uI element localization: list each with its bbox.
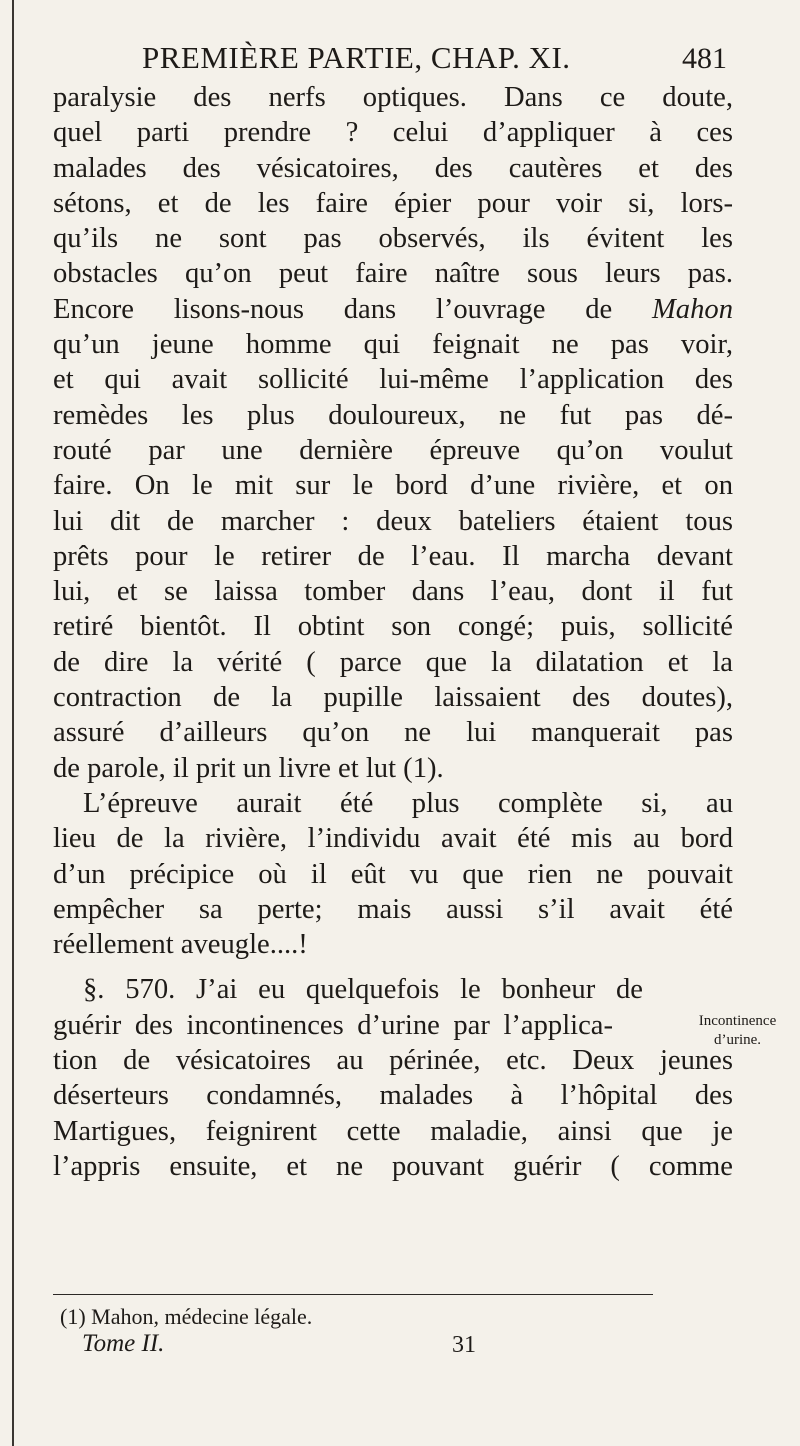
text-line: d’un précipice où il eût vu que rien ne pouvait xyxy=(53,858,733,890)
footnote xyxy=(60,1303,700,1360)
text-line: retiré bientôt. Il obtint son congé; puis, sollicité xyxy=(53,611,733,643)
running-title: PREMIÈRE PARTIE, CHAP. XI. xyxy=(142,40,571,75)
text-line: sétons, et de les faire épier pour voir si, lors- xyxy=(53,187,733,219)
text-line xyxy=(53,292,733,327)
text-line: lieu de la rivière, l’individu avait été mis au bord xyxy=(53,823,733,855)
text-line: qu’un jeune homme qui feignait ne pas voir, xyxy=(53,329,733,361)
footnote-text: (1) Mahon, médecine légale. xyxy=(60,1304,313,1329)
text-line: empêcher sa perte; mais aussi s’il avait été xyxy=(53,893,733,925)
running-head xyxy=(70,40,770,80)
text-line: guérir des incontinences d’urine par l’applica- xyxy=(53,1009,613,1041)
margin-note-line: d’urine. xyxy=(713,1032,762,1048)
text-line: paralysie des nerfs optiques. Dans ce doute, xyxy=(53,82,733,113)
text-line: L’épreuve aurait été plus complète si, au xyxy=(83,787,733,819)
text-line: déserteurs condamnés, malades à l’hôpital des xyxy=(53,1080,733,1112)
text-line: malades des vésicatoires, des cautères et des xyxy=(53,152,733,184)
page-number: 481 xyxy=(682,42,727,75)
author-name: Mahon xyxy=(651,293,733,325)
signature-mark: 31 xyxy=(452,1332,476,1358)
text-line: tion de vésicatoires au périnée, etc. Deux jeunes xyxy=(53,1045,733,1077)
binding-edge xyxy=(12,0,14,1446)
text-line-start: Encore lisons-nous dans l’ouvrage de xyxy=(53,293,652,325)
text-line: faire. On le mit sur le bord d’une rivière, et on xyxy=(53,470,733,502)
text-line: lui, et se laissa tomber dans l’eau, dont il fut xyxy=(53,576,733,608)
margin-note xyxy=(680,1012,795,1050)
text-line: obstacles qu’on peut faire naître sous leurs pas. xyxy=(53,258,733,290)
text-line: et qui avait sollicité lui-même l’application des xyxy=(53,364,733,396)
text-line: lui dit de marcher : deux bateliers étaient tous xyxy=(53,505,733,537)
text-line: quel parti prendre ? celui d’appliquer à ces xyxy=(53,117,733,149)
text-line: réellement aveugle....! xyxy=(53,929,308,961)
text-line: qu’ils ne sont pas observés, ils évitent les xyxy=(53,223,733,255)
tome-label: Tome II. xyxy=(82,1330,165,1357)
body-text xyxy=(53,80,733,1184)
text-line: de parole, il prit un livre et lut (1). xyxy=(53,752,444,784)
text-line: routé par une dernière épreuve qu’on voulut xyxy=(53,434,733,466)
footnote-rule xyxy=(53,1294,653,1295)
text-line: Martigues, feignirent cette maladie, ainsi que je xyxy=(53,1115,733,1147)
text-line: prêts pour le retirer de l’eau. Il marcha devant xyxy=(53,540,733,572)
signature-row xyxy=(60,1330,700,1360)
text-line: assuré d’ailleurs qu’on ne lui manquerait pas xyxy=(53,717,733,749)
text-line: contraction de la pupille laissaient des doutes), xyxy=(53,682,733,714)
margin-note-line: Incontinence xyxy=(698,1013,777,1029)
text-line: §. 570. J’ai eu quelquefois le bonheur de xyxy=(83,974,643,1006)
text-line: remèdes les plus douloureux, ne fut pas dé- xyxy=(53,399,733,431)
text-line: de dire la vérité ( parce que la dilatation et la xyxy=(53,646,733,678)
text-line: l’appris ensuite, et ne pouvant guérir ( comme xyxy=(53,1150,733,1182)
